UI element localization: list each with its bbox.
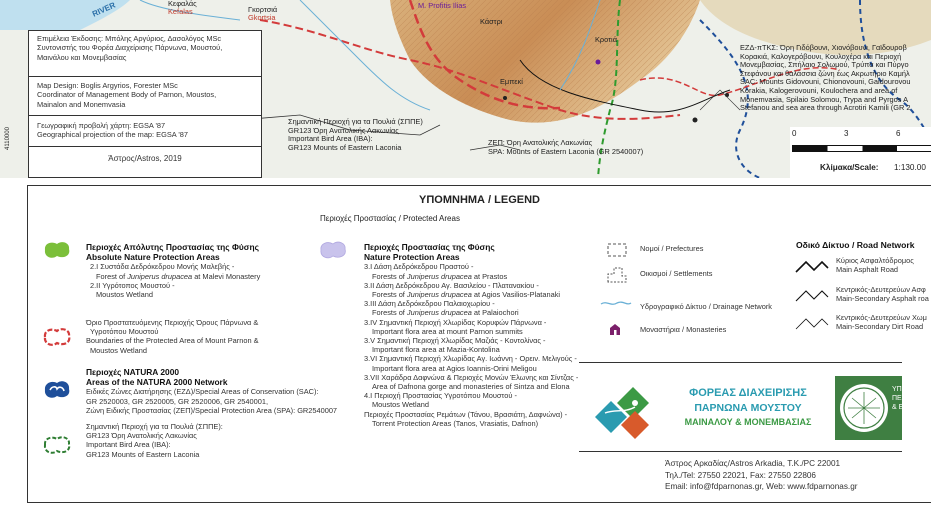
settlement-icon (606, 266, 628, 284)
annotation-line: Κορακιά, Καλογερόβουνι, Κουλοχέρα και Περιοχή (740, 51, 902, 61)
annotation-line: Stefanou and sea area through Acrotiri Kamili (GR 2 (740, 103, 911, 113)
entry-line: Main Asphalt Road (836, 265, 899, 275)
entry-line: Main-Secondary Dirt Road (836, 322, 924, 332)
monastery-icon (608, 322, 622, 336)
entry-line: Important Bird Area (IBA): (86, 440, 171, 450)
scale-tick: 6 (896, 129, 901, 138)
place-label: Γκορτσιά (248, 5, 278, 14)
ministry-logo (835, 376, 922, 440)
credits-editor-line: Μαινάλου και Μονεμβασίας (37, 52, 127, 62)
entry-line: Σημαντική Περιοχή για τα Πουλιά (ΣΠΠΕ): (86, 422, 223, 431)
secondary-asphalt-road-icon (794, 287, 830, 303)
drainage-label: Υδρογραφικό Δίκτυο / Drainage Network (640, 302, 772, 311)
management-body-emblem (591, 373, 663, 441)
annotation-line: Σημαντική Περιοχή για τα Πουλιά (ΣΠΠΕ) (288, 117, 423, 126)
entry-line: 3.VI Σημαντική Περιοχή Χλωρίδας Αγ. Ιωάννη - Ορειν. Μελιγούς - (364, 354, 577, 364)
entry-line: GR123 Όρη Ανατολικής Λακωνίας (86, 431, 197, 441)
boundary-swatch (42, 326, 72, 348)
natura-swatch (42, 378, 72, 402)
contact-email-web: Email: info@fdparnonas.gr, Web: www.fdparnonas.gr (665, 482, 858, 491)
annotation-line: ΖΕΠ: Όρη Ανατολικής Λακωνίας (488, 138, 593, 147)
annotation-line: SPA: Mounts of Eastern Laconia (GR 2540007) (488, 146, 644, 156)
entry-line: Important flora area at mount Parnon summits (372, 326, 523, 336)
entry-heading: Περιοχές Απόλυτης Προστασίας της Φύσης (86, 242, 259, 252)
settlements-label: Οικισμοί / Settlements (640, 269, 713, 278)
main-road-entry (836, 256, 914, 274)
entry-line: 2.ΙΙ Υγρότοπος Μουστού - (90, 280, 175, 290)
secondary-asphalt-entry (836, 285, 929, 303)
entry-line: Forest of Juniperus drupacea at Malevi Monastery (96, 271, 261, 281)
iba-swatch (42, 434, 72, 456)
absolute-protection-entry (86, 242, 260, 299)
entry-line: 3.ΙΙΙ Δάση Δεδρόκεδρου Παλαιοχωρίου - (364, 299, 495, 309)
nature-protection-swatch (318, 239, 348, 261)
drainage-network-icon (600, 298, 632, 308)
entry-heading: Nature Protection Areas (364, 252, 460, 263)
scale-tick: 3 (844, 129, 849, 138)
entry-heading: Absolute Nature Protection Areas (86, 252, 220, 263)
legend-title: ΥΠΟΜΝΗΜΑ / LEGEND (419, 194, 540, 206)
entry-line: GR123 Mounts of Eastern Laconia (86, 449, 200, 459)
entry-line: 3.IV Σημαντική Περιοχή Χλωρίδας Κορυφών Πάρνωνα - (364, 317, 547, 327)
main-asphalt-road-icon (794, 258, 830, 274)
entry-line: Moustos Wetland (90, 345, 147, 355)
entry-line: Όριο Προστατευόμενης Περιοχής Όρους Πάρνωνα & (86, 318, 259, 327)
entry-line: Moustos Wetland (96, 290, 153, 300)
credits-editor-line: Συντονιστής του Φορέα Διαχείρισης Πάρνωνα, Μουστού, (37, 43, 223, 53)
credits-design-line: Coordinator of Management Body of Parnon, Moustos, (37, 90, 217, 100)
credits-design-line: Mainalon and Monemvasia (37, 99, 126, 109)
management-body-logo-panel (579, 362, 922, 452)
iba-entry (86, 422, 223, 459)
sac-annotation (740, 44, 911, 113)
contact-phone: Τηλ./Tel: 27550 22021, Fax: 27550 22806 (665, 470, 816, 480)
annotation-line: Μονεμβασίας, Σπήλαιο Σολωμού, Τρύπα και Πύργο (740, 60, 909, 70)
credits-projection-line: Geographical projection of the map: EGSA '87 (37, 130, 188, 140)
ministry-text: ΥΠΟΥΡΓ (892, 386, 921, 393)
legend-panel (27, 185, 931, 503)
entry-line: 3.VII Χαράδρα Δαφνώνα & Περιοχές Μονών Έλωνης και Σίντζας - (364, 372, 579, 382)
scale-label: Κλίμακα/Scale: (820, 163, 879, 172)
ministry-text: & ΕΝΕΡΓ (892, 404, 922, 411)
annotation-line: SAC: Mounts Gidovouni, Chionovouni, Gaidourovou (740, 77, 911, 87)
annotation-line: Korakia, Kalogerovouni, Koulochera and area of (740, 85, 898, 95)
annotation-line: ΕΖΔ-πΤΚΣ: Όρη Γιδόβουνι, Χιονόβουνι, Γαϊδουροβ (740, 43, 907, 52)
road-network-heading: Οδικό Δίκτυο / Road Network (796, 240, 915, 250)
spa-annotation (488, 139, 643, 156)
entry-line: Forests of Juniperus drupacea at Palaiochori (372, 308, 519, 318)
ministry-emblem-icon (838, 382, 890, 434)
place-label: Κεφαλάς (168, 0, 197, 8)
entry-line: Κεντρικός-Δευτερεύων Χωμ (836, 313, 927, 322)
place-label: Kefalas (168, 7, 193, 16)
place-label: Gkortsia (248, 13, 276, 22)
entry-line: Boundaries of the Protected Area of Mount Parnon & (86, 336, 259, 346)
entry-line: Area of Dafnona gorge and monasteries of Sintza and Elona (372, 382, 570, 392)
entry-line: 2.Ι Συστάδα Δεδρόκεδρου Μονής Μαλεβής - (90, 262, 235, 272)
entry-heading: Περιοχές Προστασίας της Φύσης (364, 242, 495, 252)
map-credits (28, 30, 262, 178)
entry-line: Torrent Protection Areas (Tanos, Vrasiatis, Dafnon) (372, 418, 539, 428)
scale-value: 1:130.00 (894, 163, 926, 172)
natura-entry (86, 367, 337, 415)
entry-line: Main-Secondary Asphalt roa (836, 294, 929, 304)
entry-line: Forests of Juniperus drupacea at Agios Vasilios-Platanaki (372, 290, 561, 300)
annotation-line: Important Bird Area (IBA): (288, 134, 373, 144)
logo-title-line: ΜΑΙΝΑΛΟΥ & ΜΟΝΕΜΒΑΣΙΑΣ (684, 417, 812, 427)
iba-annotation (288, 118, 423, 152)
entry-line: Κύριος Ασφαλτόδρομος (836, 256, 914, 265)
map-excerpt (0, 0, 931, 178)
annotation-line: Στεφάνου και θαλάσσια ζώνη έως Ακρωτήριο Καμήλ (740, 68, 910, 78)
scale-bar (790, 127, 931, 178)
secondary-dirt-road-icon (794, 315, 830, 331)
entry-line: 4.Ι Περιοχή Προστασίας Υγροτόπου Μουστού - (364, 391, 517, 401)
entry-line: Κεντρικός-Δευτερεύων Ασφ (836, 285, 926, 294)
legend-subtitle: Περιοχές Προστασίας / Protected Areas (320, 214, 460, 223)
entry-line: 3.V Σημαντική Περιοχή Χλωρίδας Μαζιάς - Κοντολίνας - (364, 336, 546, 346)
contact-info (665, 458, 857, 493)
annotation-line: GR123 Όρη Ανατολικής Λακωνίας (288, 125, 399, 135)
entry-heading: Περιοχές NATURA 2000 (86, 367, 180, 377)
credits-editor-line: Επιμέλεια Έκδοσης: Μπόλης Αργύριος, Δασολόγος MSc (37, 34, 222, 43)
logo-title-line: ΦΟΡΕΑΣ ΔΙΑΧΕΙΡΙΣΗΣ (689, 387, 807, 399)
credits-projection-line: Γεωγραφική προβολή χάρτη: EGSA '87 (37, 121, 166, 130)
credits-design-line: Map Design: Boglis Argyrios, Forester MSc (37, 81, 178, 90)
place-label: Κάστρι (480, 17, 503, 26)
boundary-entry (86, 318, 259, 355)
entry-line: Moustos Wetland (372, 400, 429, 410)
place-label: Κροτιά (595, 35, 617, 44)
contact-address: Άστρος Αρκαδίας/Astros Arkadia, Τ.Κ./PC 22001 (665, 459, 841, 468)
entry-line: Ζώνη Ειδικής Προστασίας (ΖΕΠ)/Special Protection Area (SPA): GR2540007 (86, 405, 338, 415)
prefecture-boundary-icon (606, 242, 628, 258)
scale-tick: 0 (792, 129, 797, 138)
entry-line: Ειδικές Ζώνες Διατήρησης (ΕΖΔ)/Special Areas of Conservation (SAC): (86, 387, 319, 397)
entry-line: Important flora area at Agios Ioannis-Orini Meligou (372, 363, 537, 373)
annotation-line: GR123 Mounts of Eastern Laconia (288, 142, 402, 152)
place-label: M. Profitis Ilias (418, 1, 467, 10)
ministry-text: ΠΕΡΙΒΑ (892, 395, 918, 402)
scale-bar-graphic (792, 145, 931, 152)
entry-line: GR 2520003, GR 2520005, GR 2520006, GR 2540001, (86, 396, 269, 406)
river-label: RIVER (90, 0, 117, 19)
secondary-dirt-entry (836, 313, 927, 331)
entry-heading: Areas of the NATURA 2000 Network (86, 377, 228, 388)
credits-year: Άστρος/Astros, 2019 (108, 154, 182, 163)
logo-title-line: ΠΑΡΝΩΝΑ ΜΟΥΣΤΟΥ (694, 402, 802, 414)
entry-line: 3.ΙΙ Δάση Δεδρόκεδρου Αγ. Βασιλείου - Πλατανακίου - (364, 280, 539, 290)
monasteries-label: Μοναστήρια / Monasteries (640, 325, 727, 334)
edge-coordinate: 4110000 (5, 127, 11, 150)
entry-line: Περιοχές Προστασίας Ρεμάτων (Τάνου, Βρασιάτη, Δαφνώνα) - (364, 409, 568, 419)
place-label: Εμπεκί (500, 77, 523, 86)
annotation-line: Monemvasia, Spilaio Solomou, Trypa and Pyrgos A (740, 94, 909, 104)
absolute-protection-swatch (42, 239, 72, 261)
prefectures-label: Νομοί / Prefectures (640, 244, 704, 253)
entry-line: 3.Ι Δάση Δεδρόκεδρου Πραστού - (364, 262, 474, 272)
entry-line: Υγροτόπου Μουστού (90, 327, 159, 337)
entry-line: Forests of Juniperus drupacea at Prastos (372, 271, 508, 281)
entry-line: Important flora area at Mazia-Kontolina (372, 345, 500, 355)
nature-protection-entry (364, 242, 578, 428)
